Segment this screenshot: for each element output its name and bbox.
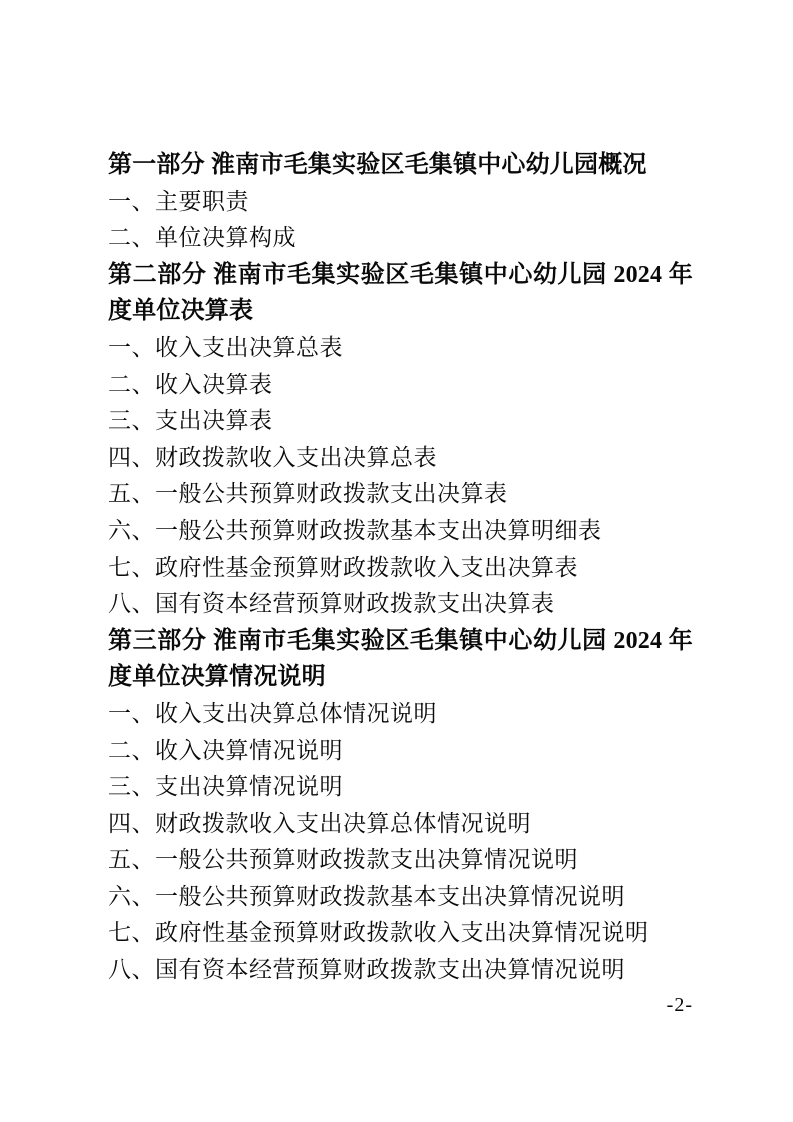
toc-item: 一、收入支出决算总表 (108, 334, 343, 360)
page-number: -2- (666, 993, 693, 1016)
toc-item: 六、一般公共预算财政拨款基本支出决算情况说明 (108, 883, 625, 909)
toc-item: 七、政府性基金预算财政拨款收入支出决算情况说明 (108, 920, 649, 946)
section-3-heading-line-2: 度单位决算情况说明 (108, 664, 326, 691)
toc-item: 八、国有资本经营预算财政拨款支出决算情况说明 (108, 957, 625, 983)
section-1-heading-line-1: 第一部分 淮南市毛集实验区毛集镇中心幼儿园概况 (108, 152, 647, 178)
toc-item: 三、支出决算表 (108, 408, 273, 434)
section-2-heading-line-1: 第二部分 淮南市毛集实验区毛集镇中心幼儿园 2024 年 (108, 261, 693, 288)
toc-item: 二、收入决算表 (108, 371, 273, 397)
toc-item: 六、一般公共预算财政拨款基本支出决算明细表 (108, 517, 602, 543)
toc-item: 二、收入决算情况说明 (108, 737, 343, 763)
toc-item: 八、国有资本经营预算财政拨款支出决算表 (108, 591, 555, 617)
section-2-heading-line-2: 度单位决算表 (108, 298, 254, 325)
section-3-heading-line-1: 第三部分 淮南市毛集实验区毛集镇中心幼儿园 2024 年 (108, 627, 693, 654)
toc-item: 七、政府性基金预算财政拨款收入支出决算表 (108, 554, 578, 580)
table-of-contents (108, 147, 693, 1017)
toc-item: 五、一般公共预算财政拨款支出决算情况说明 (108, 847, 578, 873)
toc-item: 一、主要职责 (108, 188, 249, 214)
toc-item: 一、收入支出决算总体情况说明 (108, 700, 437, 726)
toc-item: 四、财政拨款收入支出决算总体情况说明 (108, 810, 531, 836)
toc-item: 四、财政拨款收入支出决算总表 (108, 444, 437, 470)
toc-item: 五、一般公共预算财政拨款支出决算表 (108, 481, 508, 507)
toc-item: 三、支出决算情况说明 (108, 774, 343, 800)
toc-item: 二、单位决算构成 (108, 225, 296, 251)
